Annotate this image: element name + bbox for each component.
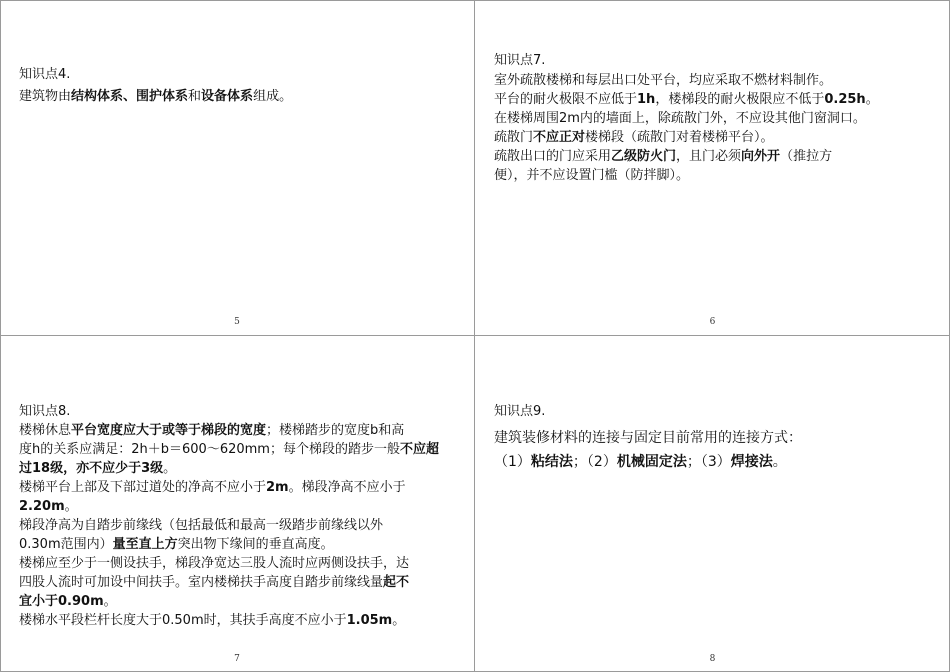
text-run: 便），并不应设置门槛（防拌脚）。 — [494, 168, 690, 183]
text-run: 室外疏散楼梯和每层出口处平台，均应采取不燃材料制作。 — [494, 73, 833, 88]
slide-content — [19, 402, 439, 630]
page-number: 6 — [709, 317, 716, 327]
bold-text-run: 平台宽度应大于或等于梯段的宽度 — [71, 423, 267, 438]
bold-text-run: 量至直上方 — [112, 537, 178, 552]
text-run: 楼梯平台上部及下部过道处的净高不应小于 — [19, 480, 267, 495]
text-run: 建筑物由 — [19, 89, 72, 104]
page-number: 8 — [709, 654, 716, 664]
bold-text-run: 1h — [637, 92, 656, 107]
paragraph-block — [19, 421, 439, 630]
knowledge-point-heading: 知识点8. — [19, 404, 71, 419]
text-line — [19, 516, 439, 535]
text-run: 0.30m范围内） — [19, 537, 113, 552]
text-line — [494, 450, 802, 474]
bold-text-run: 机械固定法 — [616, 454, 687, 470]
text-line — [494, 109, 879, 128]
text-line — [19, 554, 439, 573]
slide-panel-6 — [475, 0, 950, 336]
slide-content — [494, 402, 802, 474]
page-number: 5 — [234, 317, 240, 327]
slide-panel-7 — [0, 336, 475, 672]
text-line — [494, 426, 802, 450]
text-run: 和 — [188, 89, 202, 104]
text-run: ，楼梯段的耐火极限应不低于 — [655, 92, 825, 107]
bold-text-run: 起不 — [383, 575, 410, 590]
paragraph-block — [19, 87, 292, 106]
text-line — [494, 128, 879, 147]
text-run: 楼梯段（疏散门对着楼梯平台）。 — [585, 130, 774, 145]
bold-text-run: 焊接法 — [730, 454, 773, 470]
bold-text-run: 不应正对 — [533, 130, 586, 145]
text-run: 平台的耐火极限不应低于 — [494, 92, 638, 107]
text-line — [494, 147, 879, 166]
text-line — [494, 90, 879, 109]
text-run: 疏散出口的门应采用 — [494, 149, 612, 164]
text-run: ；（2） — [572, 454, 617, 470]
text-line — [19, 478, 439, 497]
knowledge-point-heading: 知识点7. — [494, 53, 546, 68]
slide-panel-8 — [475, 336, 950, 672]
text-line — [19, 421, 439, 440]
text-run: 组成。 — [253, 89, 293, 104]
paragraph-block — [494, 71, 879, 185]
knowledge-point-heading: 知识点4. — [19, 67, 71, 82]
bold-text-run: 宜小于0.90m — [19, 594, 104, 609]
text-line — [19, 573, 439, 592]
text-line — [19, 440, 439, 459]
text-run: 梯段净高为自踏步前缘线（包括最低和最高一级踏步前缘线以外 — [19, 518, 384, 533]
text-run: 在楼梯周围2m内的墙面上，除疏散门外，不应设其他门窗洞口。 — [494, 111, 866, 126]
text-run: 。梯段净高不应小于 — [288, 480, 406, 495]
text-run: 。 — [392, 613, 406, 628]
page-number: 7 — [234, 654, 240, 664]
bold-text-run: 粘结法 — [530, 454, 573, 470]
text-run: 楼梯休息 — [19, 423, 72, 438]
text-run: 建筑装修材料的连接与固定目前常用的连接方式： — [494, 430, 802, 446]
bold-text-run: 0.25h — [824, 92, 866, 107]
text-run: ；（3） — [686, 454, 731, 470]
bold-text-run: 2.20m — [19, 499, 65, 514]
bold-text-run: 1.05m — [346, 613, 393, 628]
text-line — [19, 87, 292, 106]
text-run: 疏散门 — [494, 130, 534, 145]
text-run: 度h的关系应满足：2h＋b＝600～620mm；每个梯段的踏步一般 — [19, 442, 400, 457]
text-line — [19, 459, 439, 478]
bold-text-run: 过18级，亦不应少于3级 — [19, 461, 164, 476]
text-run: 楼梯应至少于一侧设扶手，梯段净宽达三股人流时应两侧设扶手，达 — [19, 556, 410, 571]
paragraph-block — [494, 426, 802, 474]
text-run: 四股人流时可加设中间扶手。室内楼梯扶手高度自踏步前缘线量 — [19, 575, 384, 590]
bold-text-run: 乙级防火门 — [611, 149, 677, 164]
text-run: 。 — [103, 594, 117, 609]
slide-content — [494, 51, 879, 185]
text-run: ；楼梯踏步的宽度b和高 — [266, 423, 405, 438]
text-line — [19, 497, 439, 516]
text-run: 突出物下缘间的垂直高度。 — [177, 537, 334, 552]
text-run: 。 — [772, 454, 787, 470]
slide-content — [19, 65, 292, 106]
text-line — [19, 535, 439, 554]
bold-text-run: 向外开 — [741, 149, 781, 164]
text-run: 。 — [64, 499, 78, 514]
bold-text-run: 结构体系、围护体系 — [71, 89, 189, 104]
text-run: 楼梯水平段栏杆长度大于0.50m时，其扶手高度不应小于 — [19, 613, 347, 628]
text-line — [494, 71, 879, 90]
text-line — [19, 611, 439, 630]
bold-text-run: 不应超 — [399, 442, 439, 457]
slide-panel-5 — [0, 0, 475, 336]
text-run: （1） — [494, 454, 531, 470]
text-run: （推拉方 — [780, 149, 833, 164]
text-run: ，且门必须 — [676, 149, 742, 164]
text-line — [19, 592, 439, 611]
text-line — [494, 166, 879, 185]
text-run: 。 — [163, 461, 177, 476]
bold-text-run: 2m — [266, 480, 289, 495]
bold-text-run: 设备体系 — [201, 89, 254, 104]
knowledge-point-heading: 知识点9. — [494, 404, 546, 419]
text-run: 。 — [865, 92, 879, 107]
